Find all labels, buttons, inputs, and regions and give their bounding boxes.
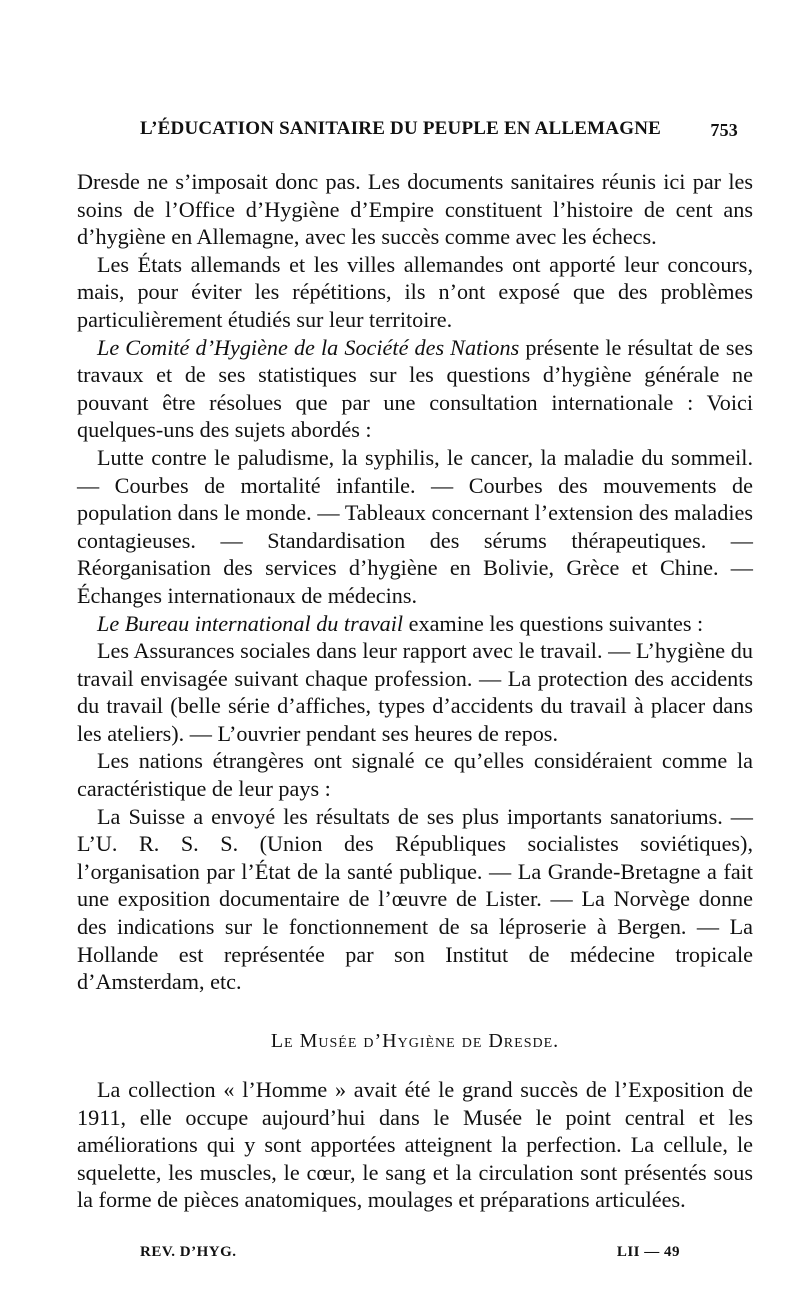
paragraph-text: examine les questions suivantes : <box>403 610 704 636</box>
paragraph-text: La Suisse a envoyé les résultats de ses plus importants sanatoriums. — L’U. R. S. S. (Union des Républiques socialistes soviétiques), l’organisation par l’État de la santé publique. — La Grande-Bretagne a fait une exposition documentaire de l’œuvre de Lister. — La Norvège donne des indications sur le fonctionnement de sa léproserie à Bergen. — La Hollande est représentée par son Institut de médecine tropicale d’Amsterdam, etc. <box>77 803 753 995</box>
paragraph <box>77 637 753 747</box>
journal-signature: REV. D’HYG. <box>140 1244 237 1260</box>
paragraph-text: Les États allemands et les villes allemandes ont apporté leur concours, mais, pour éviter les répétitions, ils n’ont exposé que des problèmes particulièrement étudiés sur leur territoire. <box>77 251 753 332</box>
page-footer <box>140 1244 680 1268</box>
organization-name: Le Comité d’Hygiène de la Société des Nations <box>97 334 520 360</box>
running-title: L’ÉDUCATION SANITAIRE DU PEUPLE EN ALLEMAGNE <box>140 118 662 139</box>
paragraph <box>77 747 753 802</box>
section-title: Le Musée d’Hygiène de Dresde. <box>270 1030 560 1052</box>
organization-name: Le Bureau international du travail <box>97 610 404 636</box>
paragraph-text: Les nations étrangères ont signalé ce qu’elles considéraient comme la caractéristique de leur pays : <box>77 748 753 802</box>
paragraph <box>77 168 753 251</box>
paragraph <box>77 251 753 334</box>
paragraph-text: La collection « l’Homme » avait été le grand succès de l’Exposition de 1911, elle occupe aujourd’hui dans le Musée le point central et les améliorations qui y sont apportées atteignent la perfection. La cellule, le squelette, les muscles, le cœur, le sang et la circulation sont présentés sous la forme de pièces anatomiques, moulages et préparations articulées. <box>77 1077 753 1213</box>
paragraph <box>77 610 753 638</box>
paragraph-text: Dresde ne s’imposait donc pas. Les documents sanitaires réunis ici par les soins de l’Office d’Hygiène d’Empire constituent l’histoire de cent ans d’hygiène en Allemagne, avec les succès comme avec les échecs. <box>77 169 753 250</box>
paragraph-text: présente le résultat de ses travaux et de ses statistiques sur les questions d’hygiène générale ne pouvant être résolues que par une consultation internationale : Voici quelques-uns des sujets abordés : <box>77 334 754 443</box>
paragraph <box>77 444 753 610</box>
main-text <box>77 168 753 996</box>
volume-signature: LII — 49 <box>616 1244 680 1260</box>
paragraph-text: Lutte contre le paludisme, la syphilis, le cancer, la maladie du sommeil. — Courbes de mortalité infantile. — Courbes des mouvements de population dans le monde. — Tableaux concernant l’extension des maladies contagieuses. — Standardisation des sérums thérapeutiques. — Réorganisation des services d’hygiène en Bolivie, Grèce et Chine. — Échanges internationaux de médecins. <box>77 444 753 608</box>
paragraph <box>77 334 753 444</box>
paragraph <box>77 803 753 996</box>
page-number: 753 <box>710 120 738 140</box>
paragraph-text: Les Assurances sociales dans leur rapport avec le travail. — L’hygiène du travail envisagée suivant chaque profession. — La protection des accidents du travail (belle série d’affiches, types d’accidents du travail à placer dans les ateliers). — L’ouvrier pendant ses heures de repos. <box>77 638 753 746</box>
running-header <box>140 118 738 146</box>
paragraph <box>77 1076 753 1214</box>
section-text <box>77 1076 753 1214</box>
